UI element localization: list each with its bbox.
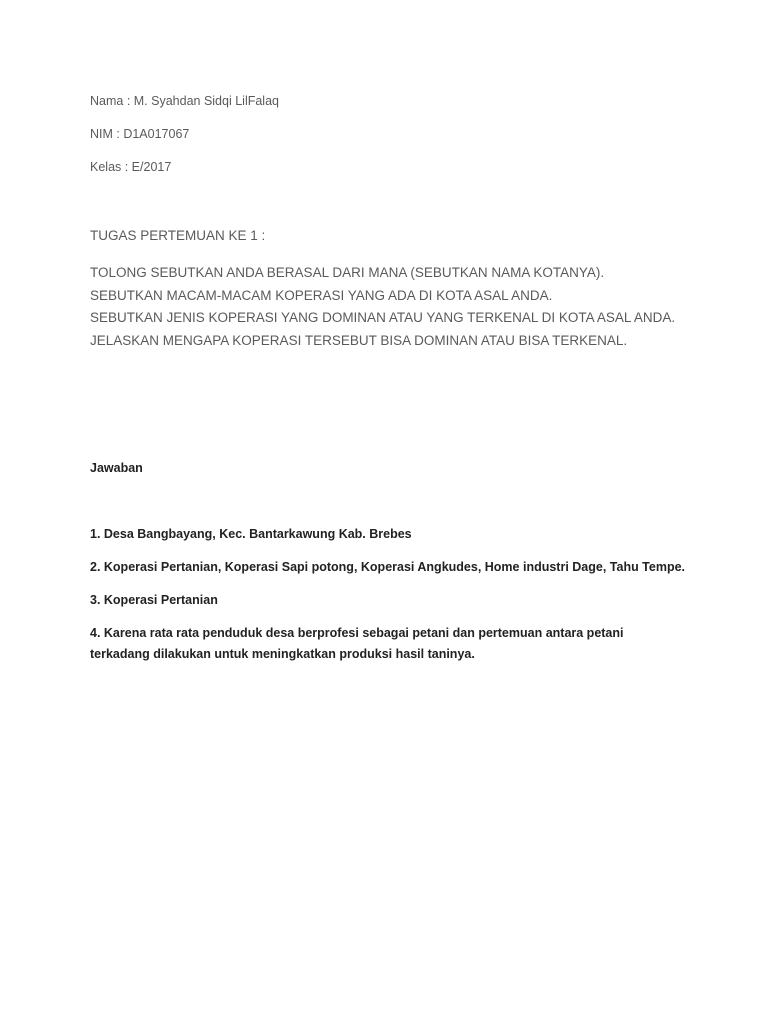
student-class: Kelas : E/2017 xyxy=(90,160,172,174)
student-nim: NIM : D1A017067 xyxy=(90,127,190,141)
answer-item: 3. Koperasi Pertanian xyxy=(90,593,218,607)
answer-heading: Jawaban xyxy=(90,461,143,475)
answer-item: 1. Desa Bangbayang, Kec. Bantarkawung Kab. Brebes xyxy=(90,527,412,541)
task-question: JELASKAN MENGAPA KOPERASI TERSEBUT BISA DOMINAN ATAU BISA TERKENAL. xyxy=(90,332,628,348)
task-question: SEBUTKAN JENIS KOPERASI YANG DOMINAN ATAU YANG TERKENAL DI KOTA ASAL ANDA. xyxy=(90,310,676,325)
student-name: Nama : M. Syahdan Sidqi LilFalaq xyxy=(90,94,279,108)
answer-item: 4. Karena rata rata penduduk desa berprofesi sebagai petani dan pertemuan antara petani terkadang dilakukan untuk meningkatkan produksi hasil taninya. xyxy=(90,626,624,661)
task-question: TOLONG SEBUTKAN ANDA BERASAL DARI MANA (SEBUTKAN NAMA KOTANYA). xyxy=(90,265,605,280)
task-question-list xyxy=(90,262,675,352)
task-question: SEBUTKAN MACAM-MACAM KOPERASI YANG ADA DI KOTA ASAL ANDA. xyxy=(90,287,553,303)
task-title: TUGAS PERTEMUAN KE 1 : xyxy=(90,228,266,243)
answer-item: 2. Koperasi Pertanian, Koperasi Sapi potong, Koperasi Angkudes, Home industri Dage, Tahu Tempe. xyxy=(90,560,686,574)
